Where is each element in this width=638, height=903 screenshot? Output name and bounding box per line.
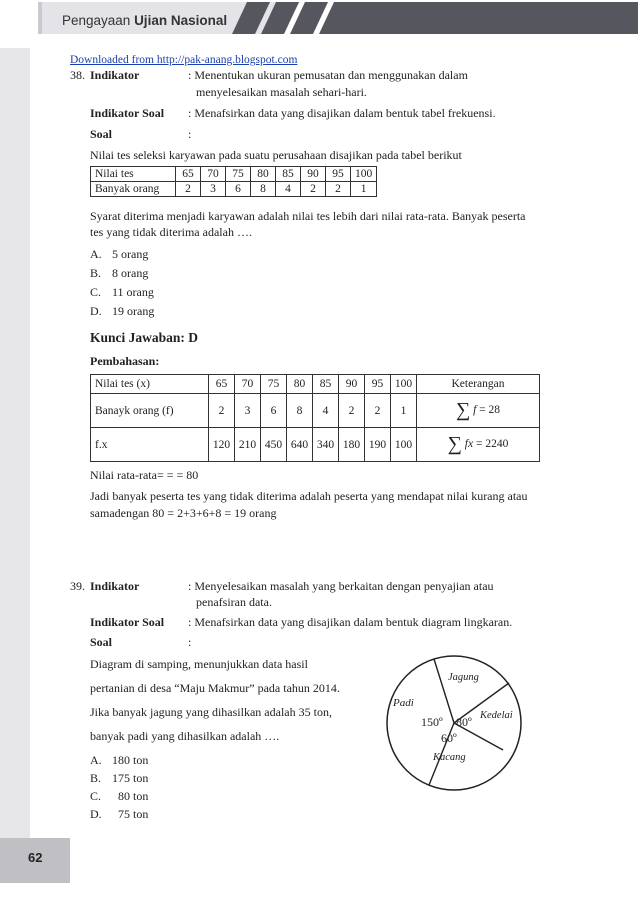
- q38-indikator-soal-label: Indikator Soal: [90, 106, 165, 120]
- table-row: [91, 428, 540, 462]
- q38-option-a-letter: A.: [90, 247, 102, 261]
- q38-intro: Nilai tes seleksi karyawan pada suatu perusahaan disajikan pada tabel berikut: [90, 148, 462, 162]
- q38-option-b-letter: B.: [90, 266, 102, 280]
- table-cell: 450: [261, 428, 287, 462]
- q38-option-a: 5 orang: [112, 247, 149, 261]
- pie-label-padi: Padi: [393, 697, 414, 709]
- table-cell: 95: [326, 167, 351, 182]
- q38-pembahasan-label: Pembahasan:: [90, 354, 160, 368]
- q39-line-3: Jika banyak jagung yang dihasilkan adalah 35 ton,: [90, 705, 332, 719]
- q38-question-line-2: tes yang tidak diterima adalah ….: [90, 225, 252, 239]
- table-cell: 1: [391, 394, 417, 428]
- q39-option-b-letter: B.: [90, 771, 102, 785]
- table-cell: 2: [301, 182, 326, 197]
- table-cell: 180: [339, 428, 365, 462]
- q38-number: 38.: [70, 68, 85, 82]
- table-header-cell: 90: [339, 375, 365, 394]
- table-header-cell: Nilai tes (x): [91, 375, 209, 394]
- table-cell: 8: [251, 182, 276, 197]
- table-cell: 65: [176, 167, 201, 182]
- q39-line-4: banyak padi yang dihasilkan adalah ….: [90, 729, 280, 743]
- table-cell: 100: [391, 428, 417, 462]
- page-number: 62: [28, 850, 43, 865]
- table-header-cell: Keterangan: [417, 375, 540, 394]
- q39-line-2: pertanian di desa “Maju Makmur” pada tahun 2014.: [90, 681, 340, 695]
- sigma-icon: ∑: [455, 399, 471, 421]
- table-header-cell: 80: [287, 375, 313, 394]
- table-cell: 2: [209, 394, 235, 428]
- table-cell: 85: [276, 167, 301, 182]
- q38-indikator-label: Indikator: [90, 68, 140, 82]
- q39-number: 39.: [70, 579, 85, 593]
- q38-rata-rata: Nilai rata-rata= = = 80: [90, 468, 199, 482]
- q39-option-a-letter: A.: [90, 753, 102, 767]
- table-header-cell: 75: [261, 375, 287, 394]
- q39-indikator-soal-text: : Menafsirkan data yang disajikan dalam bentuk diagram lingkaran.: [188, 615, 513, 629]
- q39-option-d-letter: D.: [90, 807, 102, 821]
- pie-angle-kedelai: 80º: [456, 715, 472, 729]
- q39-line-1: Diagram di samping, menunjukkan data hasil: [90, 657, 308, 671]
- table-cell: 2: [176, 182, 201, 197]
- sum-f-var: f: [473, 404, 477, 417]
- table-cell: f.x: [91, 428, 209, 462]
- header-title: [62, 13, 227, 28]
- pie-label-kacang: Kacang: [433, 752, 466, 763]
- table-cell: 6: [226, 182, 251, 197]
- q38-solution-table: [90, 374, 540, 462]
- sum-f-value: = 28: [479, 404, 501, 417]
- sum-f-cell: [417, 394, 540, 428]
- table-header-cell: 65: [209, 375, 235, 394]
- pie-label-kedelai: Kedelai: [480, 710, 513, 721]
- header-title-bold: Ujian Nasional: [134, 13, 228, 28]
- table-cell: Banayk orang (f): [91, 394, 209, 428]
- pie-angle-padi: 150º: [421, 715, 443, 729]
- table-cell: 3: [235, 394, 261, 428]
- q38-soal-label: Soal: [90, 127, 113, 141]
- table-row: [91, 182, 377, 197]
- q38-soal-colon: :: [188, 127, 192, 141]
- table-cell: 1: [351, 182, 377, 197]
- q39-option-c-letter: C.: [90, 789, 102, 803]
- table-header-cell: 95: [365, 375, 391, 394]
- table-cell: 3: [201, 182, 226, 197]
- q39-indikator-soal-label: Indikator Soal: [90, 615, 165, 629]
- q38-indikator-text-2: menyelesaikan masalah sehari-hari.: [196, 85, 367, 99]
- q38-answer-key: Kunci Jawaban: D: [90, 330, 199, 345]
- table-cell: 70: [201, 167, 226, 182]
- table-cell: 190: [365, 428, 391, 462]
- table-cell: 6: [261, 394, 287, 428]
- q38-jadi-line-2: samadengan 80 = 2+3+6+8 = 19 orang: [90, 506, 277, 520]
- table-cell: 80: [251, 167, 276, 182]
- table-cell: 100: [351, 167, 377, 182]
- sum-fx-cell: [417, 428, 540, 462]
- sum-fx-var: fx: [464, 438, 474, 451]
- q38-question-line-1: Syarat diterima menjadi karyawan adalah nilai tes lebih dari nilai rata-rata. Banyak peserta: [90, 209, 526, 223]
- q39-option-d: 75 ton: [112, 807, 149, 821]
- table-header-cell: 70: [235, 375, 261, 394]
- table-header-cell: 85: [313, 375, 339, 394]
- q39-soal-colon: :: [188, 635, 192, 649]
- q39-indikator-text-2: penafsiran data.: [196, 595, 272, 609]
- q38-option-b: 8 orang: [112, 266, 149, 280]
- left-margin-bar: [0, 48, 30, 860]
- pie-angle-kacang: 60º: [441, 731, 457, 745]
- table-cell: 2: [339, 394, 365, 428]
- q39-indikator-label: Indikator: [90, 579, 140, 593]
- header-title-light: Pengayaan: [62, 13, 135, 28]
- table-cell: 2: [326, 182, 351, 197]
- q38-jadi-line-1: Jadi banyak peserta tes yang tidak diterima adalah peserta yang mendapat nilai kurang atau: [90, 489, 528, 503]
- page-number-box: [0, 838, 70, 883]
- table-cell: 4: [313, 394, 339, 428]
- table-row: [91, 394, 540, 428]
- table-cell: 640: [287, 428, 313, 462]
- sigma-icon: ∑: [447, 433, 462, 455]
- table-cell: 120: [209, 428, 235, 462]
- q38-option-c: 11 orang: [112, 285, 154, 299]
- table-cell: 2: [365, 394, 391, 428]
- table-cell: 4: [276, 182, 301, 197]
- pie-diagram: [385, 654, 523, 792]
- q38-option-d-letter: D.: [90, 304, 102, 318]
- q38-frequency-table: [90, 166, 377, 197]
- table-cell: 340: [313, 428, 339, 462]
- table-cell: 75: [226, 167, 251, 182]
- download-link[interactable]: Downloaded from http://pak-anang.blogspot.com: [70, 54, 298, 66]
- q39-option-a: 180 ton: [112, 753, 149, 767]
- q38-option-c-letter: C.: [90, 285, 102, 299]
- q39-option-b: 175 ton: [112, 771, 149, 785]
- sum-fx-value: = 2240: [475, 438, 509, 451]
- q38-option-d: 19 orang: [112, 304, 155, 318]
- table-cell: 8: [287, 394, 313, 428]
- q38-indikator-text-1: : Menentukan ukuran pemusatan dan menggunakan dalam: [188, 68, 468, 82]
- table-cell: 90: [301, 167, 326, 182]
- q39-indikator-text-1: : Menyelesaikan masalah yang berkaitan dengan penyajian atau: [188, 579, 494, 593]
- table-row: [91, 167, 377, 182]
- table-row: [91, 375, 540, 394]
- q39-soal-label: Soal: [90, 635, 113, 649]
- q38-indikator-soal-text: : Menafsirkan data yang disajikan dalam bentuk tabel frekuensi.: [188, 106, 496, 120]
- table-cell: 210: [235, 428, 261, 462]
- table-cell: Banyak orang: [91, 182, 176, 197]
- table-cell: Nilai tes: [91, 167, 176, 182]
- pie-label-jagung: Jagung: [448, 672, 479, 683]
- q39-option-c: 80 ton: [112, 789, 149, 803]
- table-header-cell: 100: [391, 375, 417, 394]
